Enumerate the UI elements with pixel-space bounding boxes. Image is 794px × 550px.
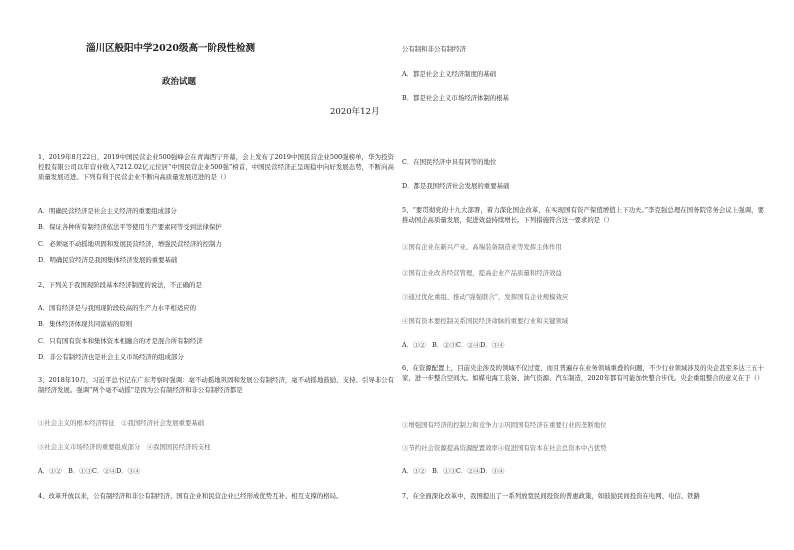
q1-option-a: A．明确民营经济是社会主义经济的重要组成部分 — [38, 207, 177, 215]
q1-option-c: C．必须毫不动摇地巩固和发展民营经济，增强民营经济的控制力 — [38, 240, 222, 248]
q4-option-a: A．都是社会主义经济制度的基础 — [402, 70, 497, 78]
q5-choice-1: ①国有企业在新兴产业、高端装备制造业等发挥主体作用 — [402, 243, 562, 251]
q2-option-d: D．非公有制经济也是社会主义市场经济的组成部分 — [38, 353, 184, 361]
question-5-stem: 5、“要贯彻党的十九大部署，着力深化国企改革，在实现国有资产保值增值上下功夫。”李克强总理在国务院常务会议上强调，要推动国企高质量发展，促进效益持续增长。下列措施符合这一要求的是（） — [402, 206, 764, 224]
question-6-stem: 6、在资源配置上，目前央企涉及的领域不仅过宽，而且普遍存在业务领域重叠的问题，不少行业领域涉及的央企甚至多达三五十家，进一步整合空间大。如媒电海工装备、油气资源、汽车制造，2020年都有可能加快整合步伐。央企重组整合的意义在于（） — [402, 364, 764, 382]
q5-choice-4: ④国有资本要控制关系国民经济命脉的重要行业和关键领域 — [402, 317, 569, 325]
q4-option-c: C．在国民经济中具有同等的地位 — [402, 158, 497, 166]
q3-choices-2: ③社会主义市场经济的重要组成部分 ④我国国民经济的支柱 — [38, 443, 211, 451]
q2-option-c: C．只有国有资本和集体资本相融合的才是混合所有制经济 — [38, 337, 203, 345]
page-title: 淄川区般阳中学2020级高一阶段性检测 — [86, 43, 255, 54]
question-2-stem: 2、下列关于我国现阶段基本经济制度的说法，不正确的是 — [38, 281, 202, 289]
q5-choice-2: ②国有企业改善经营管理，提高企业产品质量和经济效益 — [402, 269, 562, 277]
q1-option-b: B．保证各种所有制经济依法平等使用生产要素同等受到法律保护 — [38, 223, 222, 231]
q6-choices-1: ①增强国有经济的控制力和竞争力②巩固国有经济在重要行业的垄断地位 — [402, 421, 607, 429]
page-date: 2020年12月 — [330, 107, 380, 117]
page-subject: 政治试题 — [162, 77, 197, 87]
q4-option-d: D．都是我国经济社会发展的重要基础 — [402, 182, 510, 190]
q3-answers: A．①② B．①③C．②④D．③④ — [38, 467, 141, 475]
q2-option-b: B．集体经济体现共同富裕的原则 — [38, 320, 133, 328]
question-1-stem: 1、2019年8月22日，2019中国民营企业500强峰会在青海西宁开幕，会上发布了2019中国民营企业500强榜单，华为投资控股有限公司以年营业收入7212.02亿元位居“中国民营企业500强”榜首，中国民营经济正呈现稳中向好发展态势，不断向高质量发展迈进。下列有利于民营企业不断向高质量发展迈进的是（） — [38, 153, 394, 181]
q3-choices-1: ①社会主义的根本经济特征 ②我国经济社会发展重要基础 — [38, 419, 205, 427]
q2-option-a: A．国有经济是与我国现阶段较高的生产力水平相适应的 — [38, 304, 196, 312]
q6-answers: A．①② B．①③C．②④D．③④ — [402, 467, 505, 475]
q5-choice-3: ③通过优化重组、推动“强强联合”，发挥国有企业规模效应 — [402, 293, 569, 301]
question-7-stem: 7、在全面深化改革中，我国提出了一系列放宽民间投资的普惠政策，如鼓励民间投资在电网、电信、铁路 — [402, 492, 701, 500]
q1-option-d: D．明确民营经济是我国集体经济发展的重要基础 — [38, 256, 178, 264]
q4-stem-continued: 公有制和非公有制经济 — [402, 45, 466, 53]
q4-option-b: B．都是社会主义市场经济体制的根基 — [402, 94, 509, 102]
question-4-stem: 4、改革开放以来，公有制经济和非公有制经济、国有企业和民营企业已经形成优势互补、相互支撑的格局。 — [38, 492, 343, 500]
q5-answers: A．①② B．②③C．②④D．③④ — [402, 341, 505, 349]
question-3-stem: 3、2018年10月，习近平总书记在广东考察时强调：毫不动摇地巩固和发展公有制经济，毫不动摇地鼓励、支持、引导非公有制经济发展。强调“两个毫不动摇”是因为公有制经济和非公有制经济都是 — [38, 376, 394, 394]
q6-choices-2: ③节约社会资源提高资源配置效率④促进国有资本在社会总资本中占优势 — [402, 444, 607, 452]
